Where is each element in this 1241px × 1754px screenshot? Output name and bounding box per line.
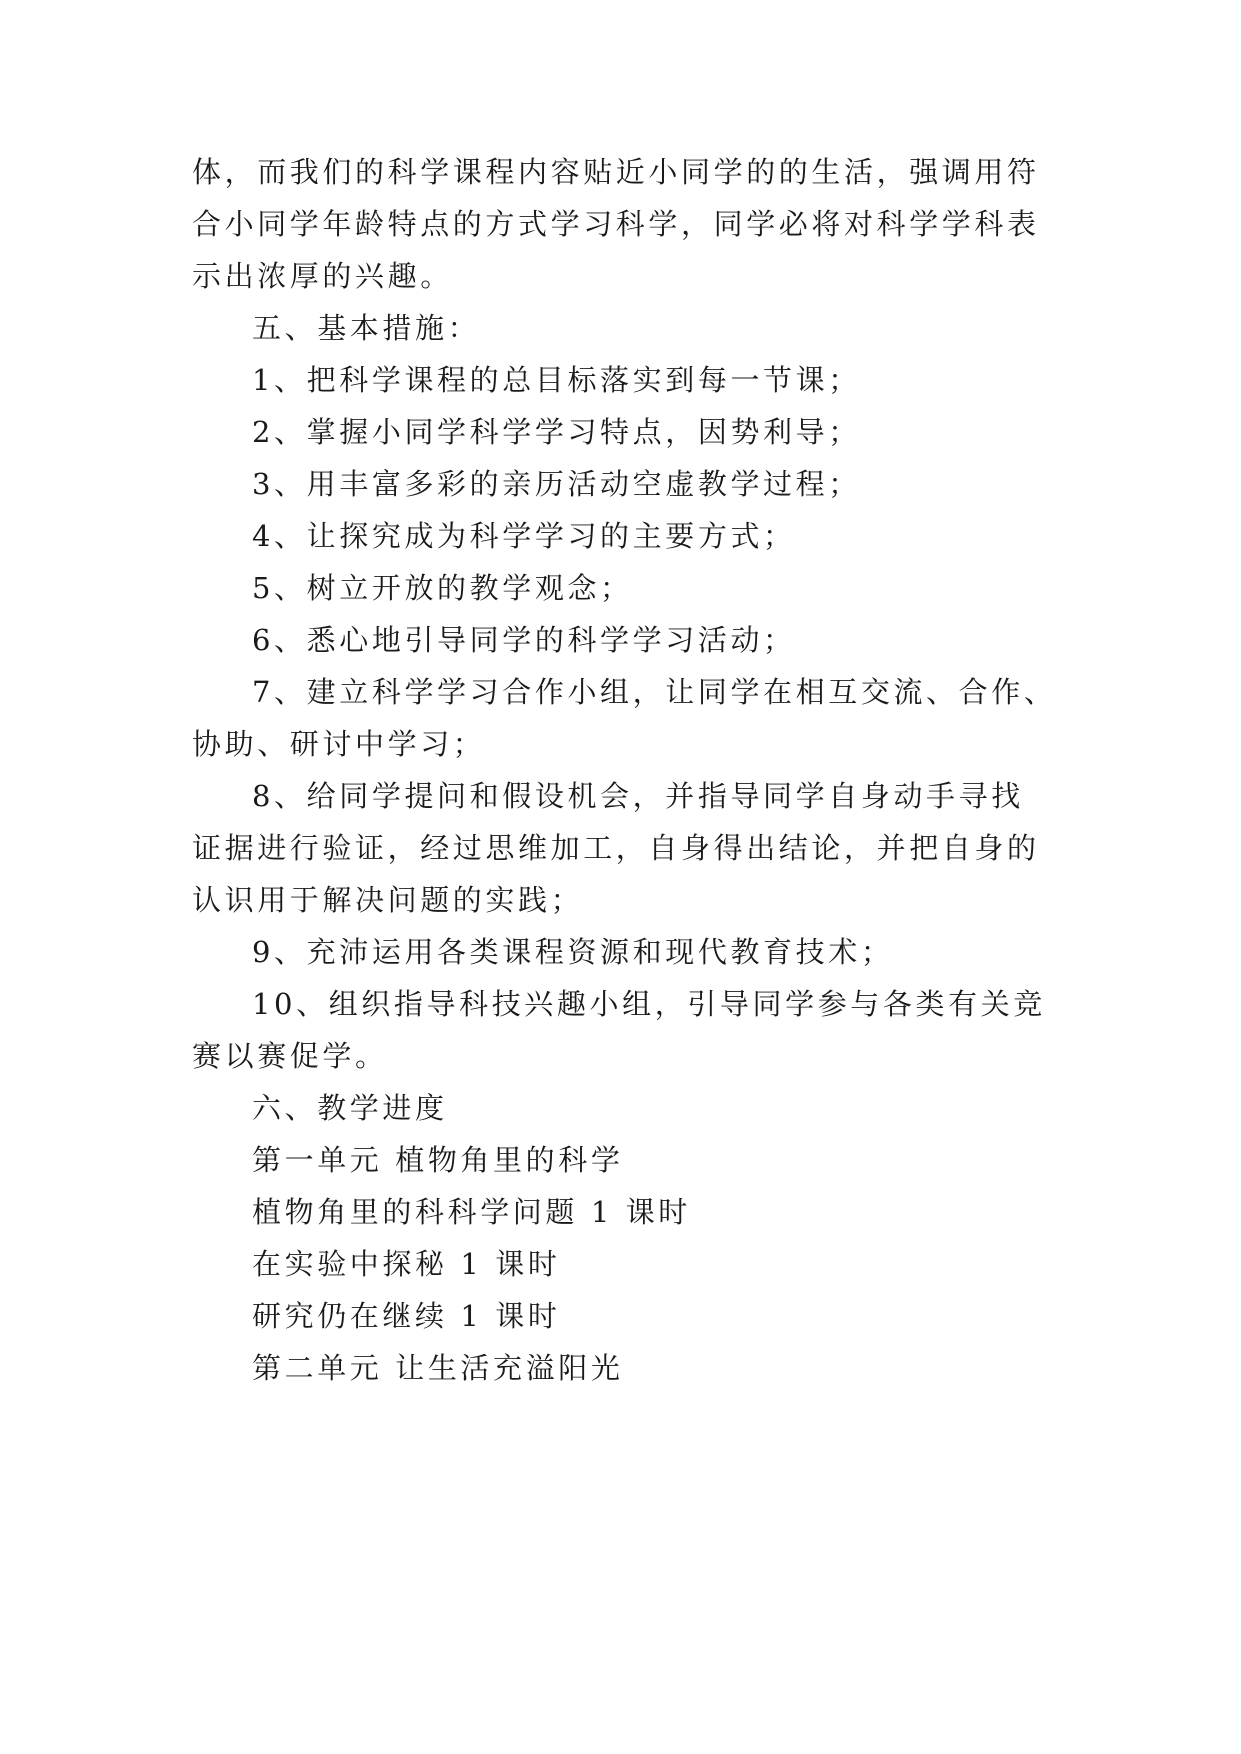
list-item: 10、组织指导科技兴趣小组，引导同学参与各类有关竞 bbox=[252, 987, 1046, 1021]
unit-heading: 第二单元 让生活充溢阳光 bbox=[252, 1351, 624, 1385]
lesson-item: 在实验中探秘 1 课时 bbox=[252, 1247, 561, 1281]
list-item: 1、把科学课程的总目标落实到每一节课； bbox=[252, 363, 861, 397]
list-item: 8、给同学提问和假设机会，并指导同学自身动手寻找 bbox=[252, 779, 1024, 813]
unit-heading: 第一单元 植物角里的科学 bbox=[252, 1143, 624, 1177]
list-item-continuation: 认识用于解决问题的实践； bbox=[192, 883, 584, 917]
lesson-item: 研究仍在继续 1 课时 bbox=[252, 1299, 561, 1333]
list-item: 9、充沛运用各类课程资源和现代教育技术； bbox=[252, 935, 894, 969]
section-heading: 五、基本措施： bbox=[252, 311, 481, 345]
list-item: 3、用丰富多彩的亲历活动空虚教学过程； bbox=[252, 467, 861, 501]
list-item-continuation: 证据进行验证，经过思维加工，自身得出结论，并把自身的 bbox=[192, 831, 1040, 865]
paragraph-line: 示出浓厚的兴趣。 bbox=[192, 259, 453, 293]
list-item-continuation: 赛以赛促学。 bbox=[192, 1039, 388, 1073]
paragraph-line: 合小同学年龄特点的方式学习科学，同学必将对科学学科表 bbox=[192, 207, 1040, 241]
paragraph-line: 体，而我们的科学课程内容贴近小同学的的生活，强调用符 bbox=[192, 155, 1040, 189]
list-item-continuation: 协助、研讨中学习； bbox=[192, 727, 486, 761]
lesson-item: 植物角里的科科学问题 1 课时 bbox=[252, 1195, 691, 1229]
list-item: 7、建立科学学习合作小组，让同学在相互交流、合作、 bbox=[252, 675, 1057, 709]
list-item: 2、掌握小同学科学学习特点，因势利导； bbox=[252, 415, 861, 449]
list-item: 4、让探究成为科学学习的主要方式； bbox=[252, 519, 796, 553]
list-item: 6、悉心地引导同学的科学学习活动； bbox=[252, 623, 796, 657]
section-heading: 六、教学进度 bbox=[252, 1091, 448, 1125]
list-item: 5、树立开放的教学观念； bbox=[252, 571, 633, 605]
